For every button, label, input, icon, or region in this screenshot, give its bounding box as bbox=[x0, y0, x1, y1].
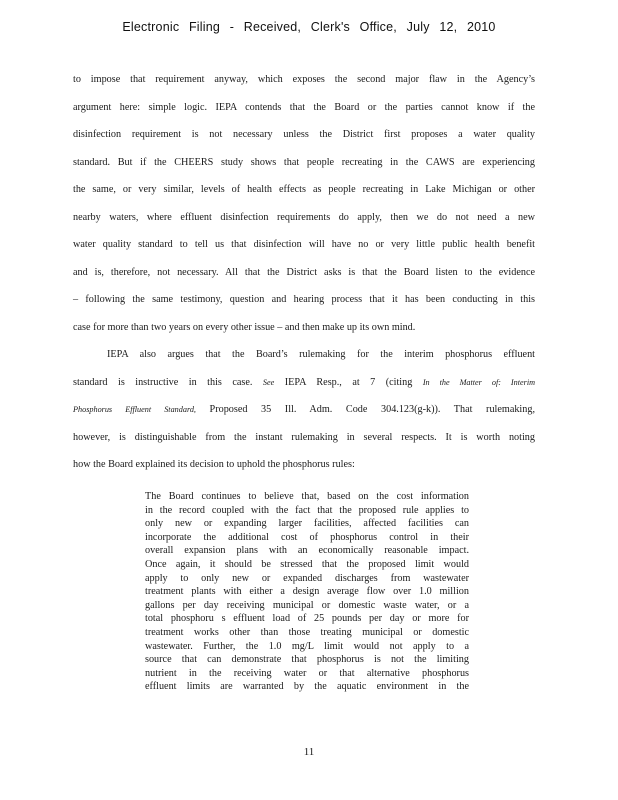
paragraph2-line bbox=[73, 369, 535, 397]
paragraph2-text: Proposed 35 Ill. Adm. Code 304.123(g-k)). That rulemaking, bbox=[209, 404, 535, 415]
paragraph1-line: argument here: simple logic. IEPA contends that the Board or the parties cannot know if the bbox=[73, 101, 535, 113]
page-number: 11 bbox=[303, 746, 315, 758]
paragraph2-line: how the Board explained its decision to uphold the phosphorus rules: bbox=[73, 459, 355, 470]
quote-line: wastewater. Further, the 1.0 mg/L limit would not apply to a bbox=[145, 640, 469, 652]
quote-line: overall expansion plans with an economically reasonable impact. bbox=[145, 545, 469, 557]
paragraph1-line: disinfection requirement is not necessary unless the District first proposes a water quality bbox=[73, 129, 535, 140]
paragraph1-line: to impose that requirement anyway, which exposes the second major flaw in the Agency’s bbox=[73, 74, 535, 85]
case-citation: In the Matter of: Interim bbox=[422, 377, 536, 387]
paragraph1-line: standard. But if the CHEERS study shows that people recreating in the CAWS are experiencing bbox=[73, 156, 535, 168]
quote-line: nutrient in the receiving water or that alternative phosphorus bbox=[145, 667, 469, 679]
paragraph2-text: IEPA Resp., at 7 (citing bbox=[284, 376, 413, 388]
paragraph2-line bbox=[73, 396, 535, 424]
paragraph1-line: nearby waters, where effluent disinfection requirements do apply, then we do not need a new bbox=[73, 211, 535, 223]
quote-line: only new or expanding larger facilities, affected facilities can bbox=[145, 518, 469, 530]
paragraph2-line: IEPA also argues that the Board’s rulemaking for the interim phosphorus effluent bbox=[107, 349, 535, 360]
main-body-text bbox=[73, 66, 535, 479]
paragraph2-line: however, is distinguishable from the instant rulemaking in several respects. It is worth noting bbox=[73, 431, 535, 443]
quote-line: The Board continues to believe that, based on the cost information bbox=[145, 491, 469, 502]
quote-line: incorporate the additional cost of phosphorus control in their bbox=[145, 531, 469, 543]
paragraph1-line: case for more than two years on every other issue – and then make up its own mind. bbox=[73, 321, 416, 333]
paragraph1-line: and is, therefore, not necessary. All that the District asks is that the Board listen to the evidence bbox=[73, 266, 535, 278]
quote-line: in the record coupled with the fact that the proposed rule applies to bbox=[145, 504, 469, 516]
quote-line: gallons per day receiving municipal or domestic waste water, or a bbox=[145, 599, 469, 611]
quote-line: total phosphoru s effluent load of 25 pounds per day or more for bbox=[145, 613, 469, 625]
paragraph1-line: water quality standard to tell us that disinfection will have no or very little public health benefit bbox=[73, 239, 535, 250]
filing-header: Electronic Filing - Received, Clerk's Office, July 12, 2010 bbox=[122, 20, 496, 34]
quote-line: apply to only new or expanded discharges from wastewater bbox=[145, 572, 469, 584]
quote-line: treatment plants with either a design average flow over 1.0 million bbox=[145, 586, 469, 598]
see-signal: See bbox=[262, 377, 275, 387]
quote-line: effluent limits are warranted by the aquatic environment in the bbox=[145, 681, 469, 693]
paragraph1-line: the same, or very similar, levels of health effects as people recreating in Lake Michigan or other bbox=[73, 184, 535, 195]
block-quote bbox=[145, 490, 469, 694]
paragraph1-line: – following the same testimony, question and hearing process that it has been conducting in this bbox=[73, 294, 535, 305]
quote-line: source that can demonstrate that phosphorus is not the limiting bbox=[145, 654, 469, 666]
case-citation: Phosphorus Effluent Standard, bbox=[73, 405, 196, 414]
quote-line: Once again, it should be stressed that the proposed limit would bbox=[145, 558, 469, 570]
quote-line: treatment works other than those treating municipal or domestic bbox=[145, 626, 469, 638]
paragraph2-text: standard is instructive in this case. bbox=[73, 376, 253, 388]
